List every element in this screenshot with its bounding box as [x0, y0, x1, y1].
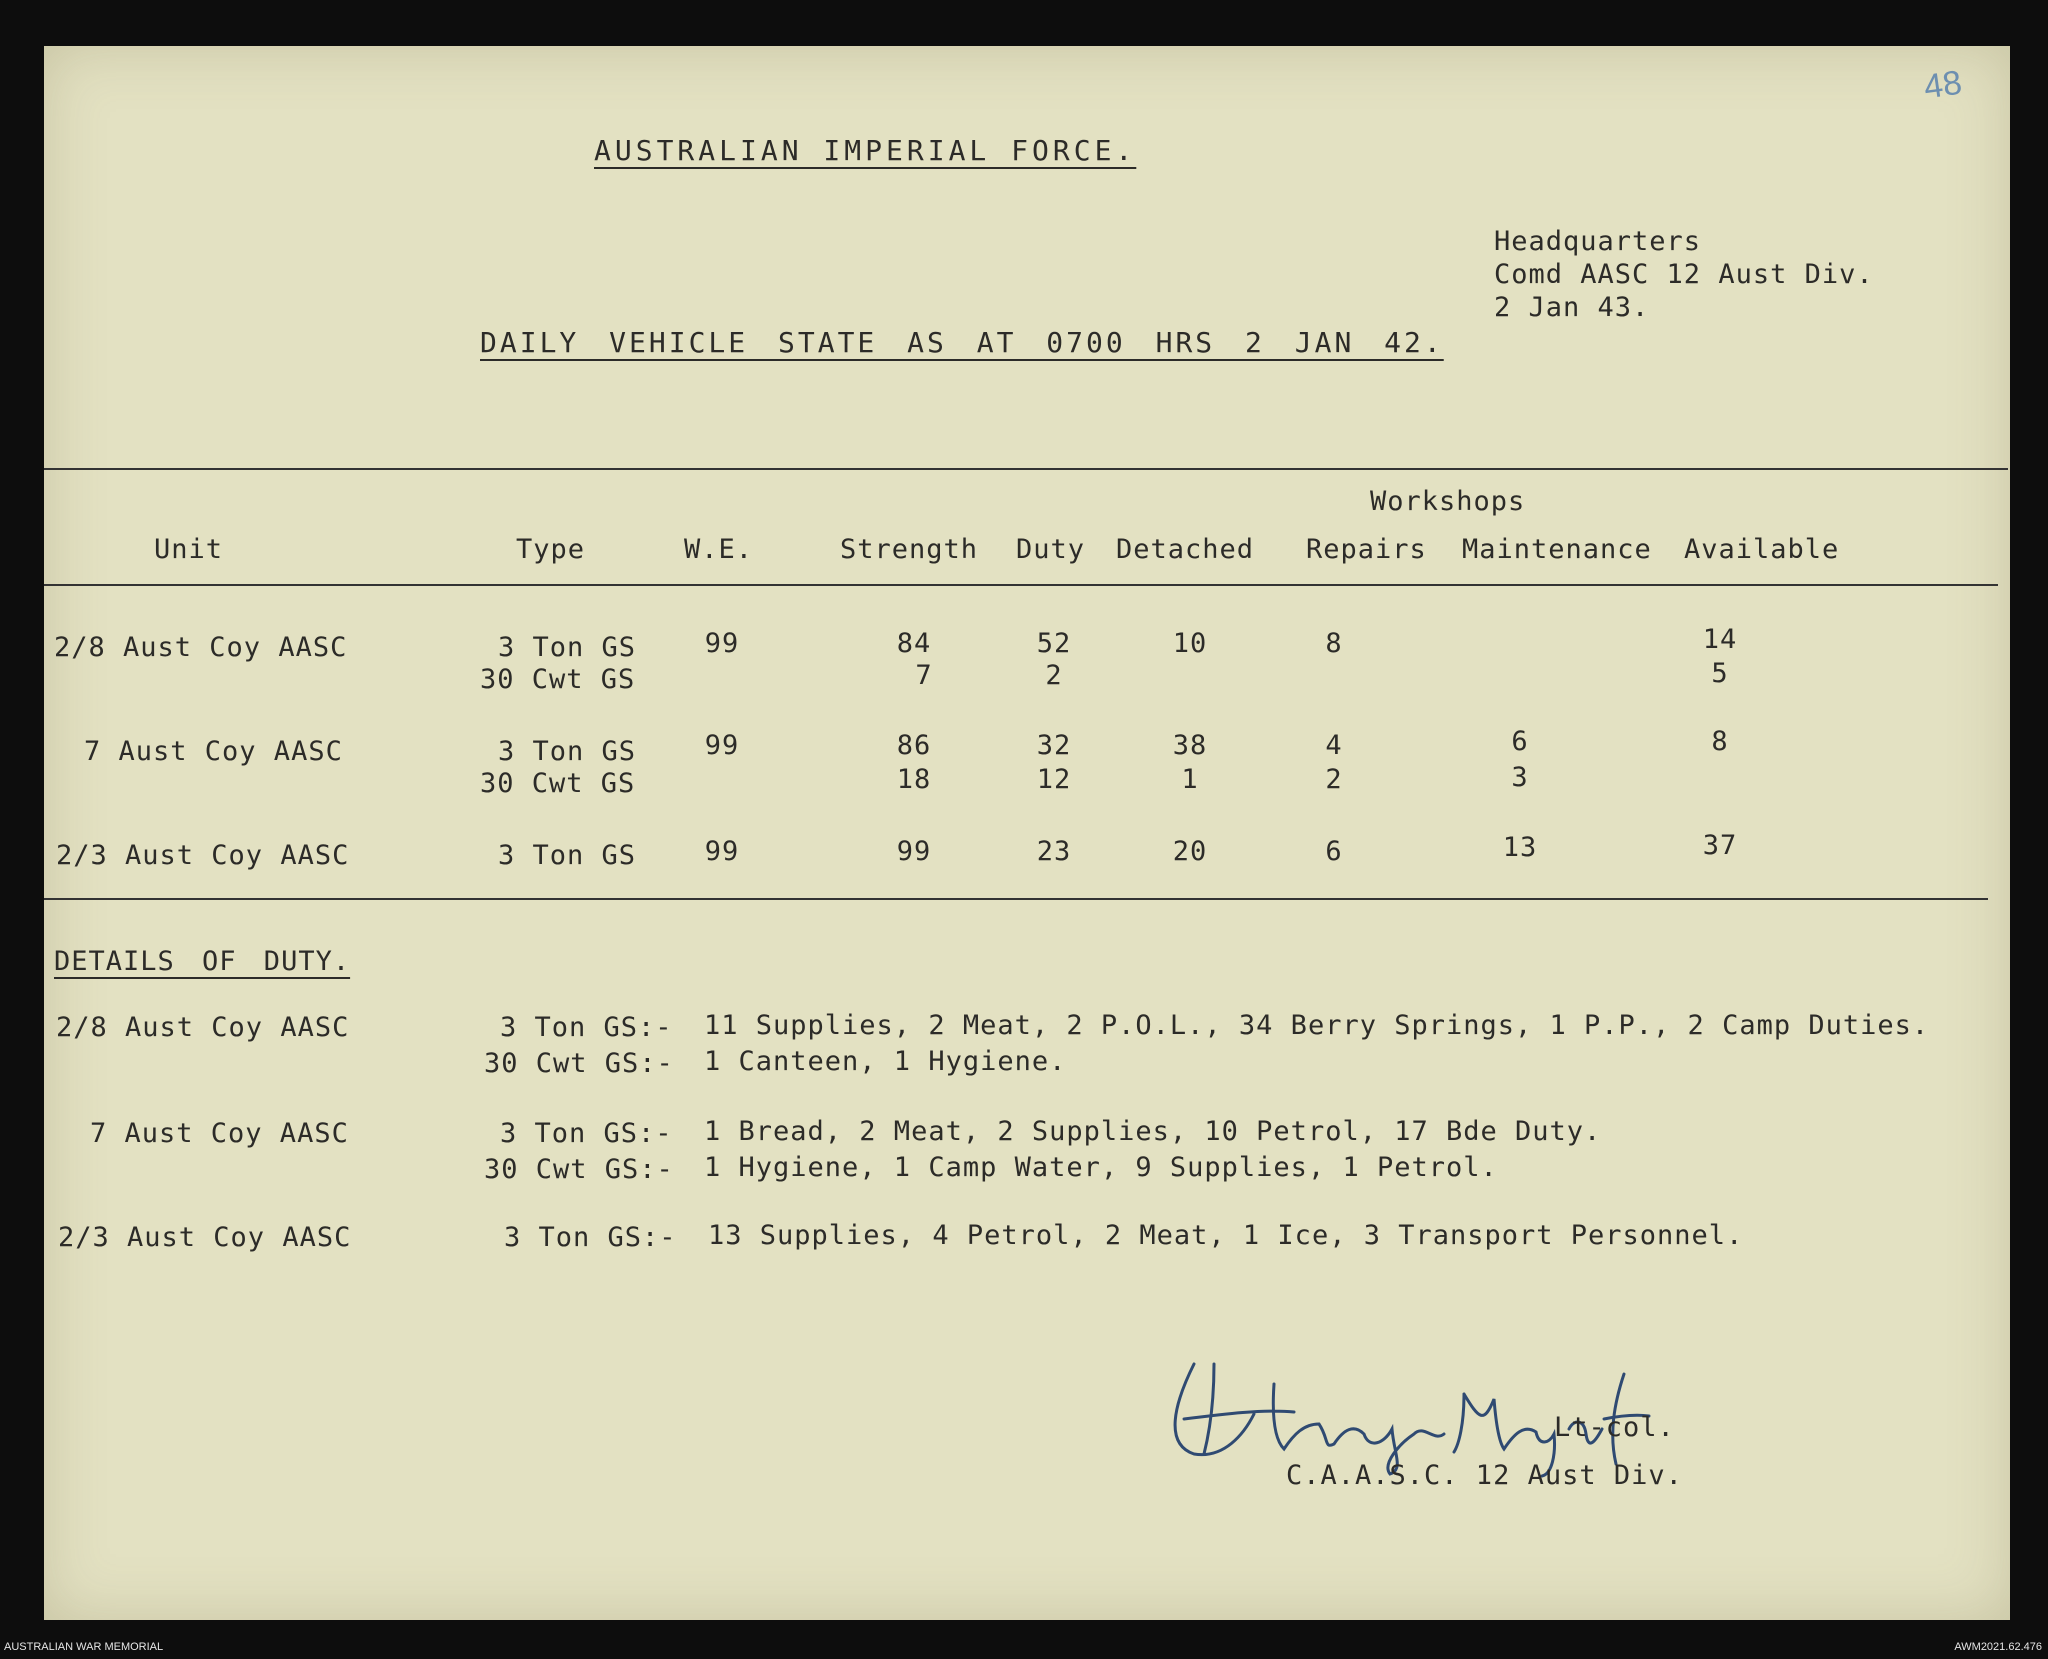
table-cell-detached: 20	[1172, 836, 1208, 867]
table-cell-available: 5	[1711, 658, 1729, 689]
table-cell-duty: 2	[1045, 660, 1063, 691]
table-cell-detached: 38	[1172, 730, 1208, 761]
table-header-rule	[44, 584, 1998, 586]
table-cell-maintenance: 6	[1511, 726, 1529, 757]
details-text: 11 Supplies, 2 Meat, 2 P.O.L., 34 Berry Springs, 1 P.P., 2 Camp Duties.	[704, 1010, 1930, 1041]
table-cell-strength: 84	[896, 628, 932, 659]
table-cell-available: 14	[1702, 624, 1738, 655]
details-type: 30 Cwt GS:-	[484, 1048, 674, 1079]
table-cell-repairs: 8	[1325, 628, 1343, 659]
document-title: AUSTRALIAN IMPERIAL FORCE.	[594, 134, 1137, 167]
table-cell-repairs: 2	[1325, 764, 1343, 795]
footer-accession: AWM2021.62.476	[1954, 1641, 2042, 1653]
col-maintenance: Maintenance	[1462, 534, 1652, 565]
table-cell-we: 99	[704, 628, 740, 659]
details-type: 3 Ton GS:-	[504, 1222, 677, 1253]
table-cell-type: 3 Ton GS	[498, 736, 637, 767]
table-cell-type: 30 Cwt GS	[480, 768, 636, 799]
table-cell-repairs: 6	[1325, 836, 1343, 867]
table-cell-repairs: 4	[1325, 730, 1343, 761]
document-subtitle: DAILY VEHICLE STATE AS AT 0700 HRS 2 JAN 42.	[480, 326, 1444, 359]
signature-rank: Lt-col.	[1554, 1412, 1675, 1443]
table-cell-strength: 18	[896, 764, 932, 795]
table-cell-maintenance: 3	[1511, 762, 1529, 793]
col-detached: Detached	[1116, 534, 1255, 565]
table-cell-available: 8	[1711, 726, 1729, 757]
table-cell-we: 99	[704, 836, 740, 867]
details-text: 1 Canteen, 1 Hygiene.	[704, 1046, 1067, 1077]
table-cell-strength: 99	[896, 836, 932, 867]
table-cell-maintenance: 13	[1502, 832, 1538, 863]
table-top-rule	[44, 468, 2008, 470]
signature-title: C.A.A.S.C. 12 Aust Div.	[1286, 1460, 1683, 1491]
table-cell-duty: 12	[1036, 764, 1072, 795]
document-sheet	[44, 46, 2010, 1620]
col-repairs: Repairs	[1306, 534, 1427, 565]
page-number-annotation: 48	[1921, 63, 1965, 107]
table-cell-we: 99	[704, 730, 740, 761]
table-cell-unit: 2/3 Aust Coy AASC	[56, 840, 350, 871]
col-strength: Strength	[840, 534, 979, 565]
details-text: 1 Hygiene, 1 Camp Water, 9 Supplies, 1 Petrol.	[704, 1152, 1498, 1183]
table-cell-detached: 10	[1172, 628, 1208, 659]
header-line-comd: Comd AASC 12 Aust Div.	[1494, 259, 1874, 290]
details-unit: 2/8 Aust Coy AASC	[56, 1012, 350, 1043]
table-bottom-rule	[44, 898, 1988, 900]
table-cell-available: 37	[1702, 830, 1738, 861]
details-text: 13 Supplies, 4 Petrol, 2 Meat, 1 Ice, 3 Transport Personnel.	[708, 1220, 1744, 1251]
table-cell-unit: 2/8 Aust Coy AASC	[54, 632, 348, 663]
details-text: 1 Bread, 2 Meat, 2 Supplies, 10 Petrol, 17 Bde Duty.	[704, 1116, 1602, 1147]
table-cell-duty: 23	[1036, 836, 1072, 867]
details-type: 3 Ton GS:-	[500, 1012, 673, 1043]
col-unit: Unit	[154, 534, 224, 565]
details-unit: 2/3 Aust Coy AASC	[58, 1222, 352, 1253]
header-line-hq: Headquarters	[1494, 226, 1702, 257]
col-duty: Duty	[1016, 534, 1086, 565]
details-type: 30 Cwt GS:-	[484, 1154, 674, 1185]
table-cell-type: 3 Ton GS	[498, 632, 637, 663]
details-type: 3 Ton GS:-	[500, 1118, 673, 1149]
table-cell-type: 30 Cwt GS	[480, 664, 636, 695]
header-line-date: 2 Jan 43.	[1494, 292, 1650, 323]
workshops-label: Workshops	[1370, 486, 1526, 517]
table-cell-strength: 86	[896, 730, 932, 761]
footer-source: AUSTRALIAN WAR MEMORIAL	[4, 1641, 164, 1653]
table-cell-type: 3 Ton GS	[498, 840, 637, 871]
table-cell-detached: 1	[1181, 764, 1199, 795]
col-available: Available	[1684, 534, 1840, 565]
table-cell-duty: 32	[1036, 730, 1072, 761]
col-type: Type	[516, 534, 586, 565]
table-cell-strength: 7	[915, 660, 933, 691]
details-unit: 7 Aust Coy AASC	[90, 1118, 349, 1149]
table-cell-unit: 7 Aust Coy AASC	[84, 736, 343, 767]
details-heading: DETAILS OF DUTY.	[54, 946, 351, 977]
col-we: W.E.	[684, 534, 754, 565]
table-cell-duty: 52	[1036, 628, 1072, 659]
